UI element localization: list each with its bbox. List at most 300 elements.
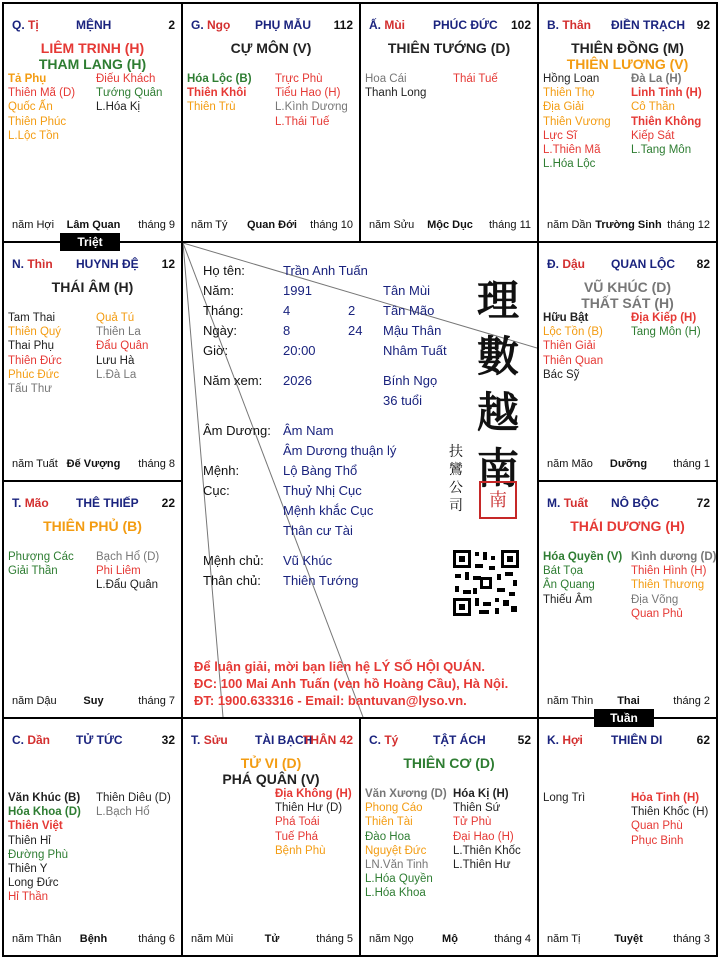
palace-header bbox=[547, 257, 710, 273]
palace-than[interactable] bbox=[539, 4, 716, 241]
palace-footer bbox=[191, 219, 353, 233]
footer-stage: Dưỡng bbox=[609, 458, 648, 470]
branch-stem: T. bbox=[191, 733, 201, 747]
palace-footer bbox=[547, 458, 710, 472]
footer-year: năm Mùi bbox=[191, 933, 234, 945]
minor-star: Quả Tú bbox=[96, 312, 135, 324]
minor-star: L.Thiên Hư bbox=[453, 859, 511, 872]
palace-number: 22 bbox=[161, 496, 175, 510]
palace-branch bbox=[191, 18, 230, 32]
ngay-label: Ngày: bbox=[203, 323, 237, 338]
minor-star: Thiên Quý bbox=[8, 326, 62, 339]
minor-star: Tiểu Hao (H) bbox=[275, 87, 341, 100]
palace-header bbox=[369, 733, 531, 749]
minor-star: Ân Quang bbox=[543, 579, 595, 592]
gio-value: 20:00 bbox=[283, 343, 316, 358]
nam-xem-label: Năm xem: bbox=[203, 373, 263, 388]
star-column-right bbox=[96, 550, 159, 593]
branch-name: Dần bbox=[27, 733, 51, 747]
palace-name: TÀI BẠCH bbox=[255, 733, 313, 747]
palace-dan[interactable] bbox=[4, 719, 181, 955]
main-star: THÁI DƯƠNG (H) bbox=[570, 518, 685, 534]
am-duong-label: Âm Dương: bbox=[203, 423, 271, 438]
footer-month: tháng 10 bbox=[310, 219, 353, 231]
minor-star: Thiên Vương bbox=[543, 115, 611, 128]
menh-chu-label: Mệnh chủ: bbox=[203, 553, 264, 568]
branch-stem: C. bbox=[369, 733, 381, 747]
minor-star: Nguyệt Đức bbox=[365, 844, 427, 857]
ho-ten-label: Họ tên: bbox=[203, 263, 245, 278]
minor-star: L.Lộc Tồn bbox=[8, 129, 59, 142]
minor-star: Thiên Hỉ bbox=[8, 834, 51, 847]
minor-star: Tang Môn (H) bbox=[631, 326, 701, 339]
minor-star: Trực Phù bbox=[275, 73, 323, 85]
nam-can-chi: Tân Mùi bbox=[383, 283, 430, 298]
than-chu-label: Thân chủ: bbox=[203, 573, 261, 588]
minor-star: Lộc Tồn (B) bbox=[543, 326, 603, 339]
ngay-b: 24 bbox=[348, 323, 363, 338]
palace-header bbox=[547, 18, 710, 34]
branch-name: Ngọ bbox=[207, 18, 231, 32]
footer-month: tháng 1 bbox=[673, 458, 710, 470]
star-column-right bbox=[96, 311, 148, 382]
main-star: VŨ KHÚC (D) bbox=[583, 279, 672, 295]
minor-star: Phượng Các bbox=[8, 551, 74, 563]
palace-number: THÂN 42 bbox=[302, 733, 353, 747]
minor-star: Lưu Hà bbox=[96, 354, 135, 367]
minor-star: L.Thiên Mã bbox=[543, 144, 601, 157]
palace-header bbox=[12, 18, 175, 34]
branch-stem: B. bbox=[547, 18, 559, 32]
minor-star: Tướng Quân bbox=[96, 87, 163, 100]
palace-branch bbox=[369, 18, 405, 32]
minor-star: Phúc Đức bbox=[8, 368, 60, 381]
palace-branch bbox=[369, 733, 398, 747]
palace-footer bbox=[12, 219, 175, 233]
calligraphy-char-4: 南 bbox=[476, 444, 519, 493]
main-star: CỰ MÔN (V) bbox=[230, 40, 312, 56]
palace-number: 82 bbox=[696, 257, 710, 271]
palace-mui[interactable] bbox=[361, 4, 537, 241]
minor-star: Cô Thần bbox=[631, 101, 675, 114]
star-column-right bbox=[631, 311, 701, 339]
minor-star: Kiếp Sát bbox=[631, 129, 675, 142]
star-column-right bbox=[453, 787, 521, 872]
minor-star: L.Hóa Lộc bbox=[543, 158, 596, 171]
star-column-right bbox=[275, 787, 352, 858]
palace-name: PHÚC ĐỨC bbox=[433, 18, 498, 32]
footer-month: tháng 12 bbox=[667, 219, 710, 231]
palace-mao[interactable] bbox=[4, 482, 181, 717]
palace-name: PHỤ MẪU bbox=[255, 18, 311, 32]
calligraphy-char-1: 理 bbox=[476, 276, 519, 325]
branch-stem: K. bbox=[547, 733, 559, 747]
star-column-left bbox=[543, 550, 622, 607]
palace-number: 2 bbox=[168, 18, 175, 32]
palace-branch bbox=[12, 18, 39, 32]
minor-star: L.Hóa Khoa bbox=[365, 887, 426, 900]
palace-name: THIÊN DI bbox=[611, 733, 663, 747]
cuc-value: Thuỷ Nhị Cục bbox=[283, 483, 362, 498]
minor-star: Đại Hao (H) bbox=[453, 830, 514, 843]
star-column-left bbox=[187, 72, 252, 115]
palace-header bbox=[369, 18, 531, 34]
minor-star: Thiên Mã (D) bbox=[8, 87, 76, 100]
minor-star: Hỏa Tinh (H) bbox=[631, 792, 700, 804]
palace-name: TỬ TỨC bbox=[76, 733, 123, 747]
minor-star: Phi Liêm bbox=[96, 565, 141, 578]
main-star: THIÊN PHỦ (B) bbox=[43, 518, 142, 534]
palace-header bbox=[12, 733, 175, 749]
star-column-right bbox=[631, 550, 716, 621]
star-column-right bbox=[275, 72, 348, 129]
minor-star: Tấu Thư bbox=[8, 383, 52, 396]
footer-year: năm Ngọ bbox=[369, 933, 414, 945]
footer-month: tháng 5 bbox=[316, 933, 353, 945]
main-star: LIÊM TRINH (H) bbox=[40, 40, 145, 56]
palace-branch bbox=[12, 496, 49, 510]
thang-a: 4 bbox=[283, 303, 291, 318]
minor-star: Thái Tuế bbox=[453, 73, 498, 85]
minor-star: Thiên Quan bbox=[543, 354, 604, 367]
minor-star: Bác Sỹ bbox=[543, 368, 580, 381]
palace-footer bbox=[12, 933, 175, 947]
thang-label: Tháng: bbox=[203, 303, 244, 318]
footer-year: năm Tị bbox=[547, 933, 581, 945]
center-panel bbox=[183, 243, 537, 717]
calligraphy-char-3: 越 bbox=[476, 388, 519, 437]
contact-line-3[interactable]: ĐT: 1900.633316 - Email: bantuvan@lyso.vn. bbox=[194, 693, 467, 708]
minor-star: L.Tang Môn bbox=[631, 144, 692, 157]
footer-month: tháng 8 bbox=[138, 458, 175, 470]
star-column-left bbox=[8, 791, 81, 905]
palace-header bbox=[12, 257, 175, 273]
star-column-right bbox=[96, 72, 162, 115]
palace-header bbox=[191, 18, 353, 34]
palace-header bbox=[12, 496, 175, 512]
star-column-left bbox=[543, 311, 603, 382]
minor-star: Bát Tọa bbox=[543, 565, 584, 578]
main-star: THẤT SÁT (H) bbox=[581, 295, 674, 311]
footer-stage: Quan Đới bbox=[247, 219, 297, 231]
menh-value: Lộ Bàng Thổ bbox=[283, 463, 358, 478]
cuc-value-2: Mệnh khắc Cục bbox=[283, 503, 374, 518]
ngay-a: 8 bbox=[283, 323, 291, 338]
minor-star: Long Trì bbox=[543, 792, 586, 804]
footer-stage: Trường Sinh bbox=[595, 219, 662, 231]
minor-star: Thiên Khôi bbox=[187, 87, 247, 100]
star-column-left bbox=[543, 72, 611, 171]
minor-star: Phá Toái bbox=[275, 816, 320, 829]
minor-star: L.Đà La bbox=[96, 368, 137, 381]
minor-star: Bạch Hổ (D) bbox=[96, 551, 160, 563]
nam-xem-value: 2026 bbox=[283, 373, 312, 388]
branch-stem: Đ. bbox=[547, 257, 559, 271]
branch-stem: Q. bbox=[12, 18, 25, 32]
cuc-value-3: Thân cư Tài bbox=[283, 523, 353, 538]
footer-month: tháng 6 bbox=[138, 933, 175, 945]
branch-stem: T. bbox=[12, 496, 22, 510]
palace-footer bbox=[547, 219, 710, 233]
palace-branch bbox=[547, 733, 583, 747]
star-column-right bbox=[453, 72, 498, 86]
palace-footer bbox=[369, 219, 531, 233]
palace-number: 32 bbox=[161, 733, 175, 747]
minor-star: Hóa Khoa (D) bbox=[8, 806, 81, 819]
branch-name: Tuất bbox=[563, 496, 589, 510]
minor-star: Hoa Cái bbox=[365, 73, 407, 85]
palace-branch bbox=[547, 496, 588, 510]
minor-star: Hóa Kị (H) bbox=[453, 788, 509, 800]
palace-footer bbox=[191, 933, 353, 947]
palace-hoi[interactable] bbox=[539, 719, 716, 955]
minor-star: Thiên Hình (H) bbox=[631, 565, 707, 578]
main-star: THIÊN ĐỒNG (M) bbox=[571, 40, 684, 56]
palace-branch bbox=[547, 18, 591, 32]
main-star: THIÊN CƠ (D) bbox=[403, 755, 495, 771]
contact-line-2: ĐC: 100 Mai Anh Tuấn (ven hồ Hoàng Cầu), Hà Nội. bbox=[194, 676, 509, 691]
minor-star: Thiên Không bbox=[631, 115, 702, 128]
minor-star: Quan Phù bbox=[631, 820, 683, 833]
minor-star: Địa Kiếp (H) bbox=[631, 312, 697, 324]
palace-name: ĐIỀN TRẠCH bbox=[611, 18, 685, 32]
gio-label: Giờ: bbox=[203, 343, 229, 358]
minor-star: Thiên Tài bbox=[365, 816, 413, 829]
palace-ti[interactable] bbox=[4, 4, 181, 241]
star-column-left bbox=[8, 72, 75, 143]
palace-name: TẬT ÁCH bbox=[433, 733, 486, 747]
footer-month: tháng 11 bbox=[488, 219, 531, 231]
minor-star: Thiên Giải bbox=[543, 340, 596, 353]
am-duong-value-2: Âm Dương thuận lý bbox=[283, 443, 397, 458]
star-column-left bbox=[543, 791, 585, 805]
palace-header bbox=[191, 733, 353, 749]
minor-star: L.Bạch Hổ bbox=[96, 806, 150, 819]
minor-star: Giải Thần bbox=[8, 565, 58, 578]
branch-name: Thân bbox=[562, 18, 592, 32]
minor-star: Long Đức bbox=[8, 877, 59, 890]
footer-stage: Mộc Dục bbox=[427, 219, 473, 231]
minor-star: Phong Cáo bbox=[365, 802, 423, 815]
minor-star: Thiên Đức bbox=[8, 354, 62, 367]
palace-number: 62 bbox=[696, 733, 710, 747]
palace-footer bbox=[369, 933, 531, 947]
minor-star: Tam Thai bbox=[8, 312, 56, 324]
footer-year: năm Thìn bbox=[547, 695, 594, 707]
footer-stage: Thai bbox=[617, 695, 640, 707]
palace-ngo[interactable] bbox=[183, 4, 359, 241]
minor-star: Đẩu Quân bbox=[96, 340, 149, 353]
thang-can-chi: Tân Mão bbox=[383, 303, 435, 318]
nam-value: 1991 bbox=[283, 283, 312, 298]
star-column-left bbox=[8, 311, 62, 396]
nam-label: Năm: bbox=[203, 283, 235, 298]
ho-ten-value: Trần Anh Tuấn bbox=[283, 263, 368, 278]
minor-star: Thiên Việt bbox=[8, 820, 63, 833]
tuoi-value: 36 tuổi bbox=[383, 393, 423, 408]
minor-star: Kình dương (D) bbox=[631, 551, 717, 563]
footer-month: tháng 7 bbox=[138, 695, 175, 707]
star-column-right bbox=[96, 791, 171, 819]
menh-label: Mệnh: bbox=[203, 463, 240, 478]
minor-star: L.Hóa Quyền bbox=[365, 873, 433, 886]
palace-number: 102 bbox=[510, 18, 531, 32]
than-chu-value: Thiên Tướng bbox=[283, 573, 359, 588]
palace-footer bbox=[12, 458, 175, 472]
minor-star: Thiên Phúc bbox=[8, 115, 67, 128]
seal-side-text: 扶 鸞 公 司 bbox=[449, 444, 463, 514]
palace-footer bbox=[547, 695, 710, 709]
star-column-left bbox=[365, 72, 426, 100]
palace-name: QUAN LỘC bbox=[611, 257, 675, 271]
minor-star: Tử Phù bbox=[453, 816, 492, 829]
branch-stem: C. bbox=[12, 733, 24, 747]
ngay-can-chi: Mậu Thân bbox=[383, 323, 442, 338]
minor-star: Quốc Ấn bbox=[8, 101, 53, 114]
cuc-label: Cục: bbox=[203, 483, 230, 498]
palace-ty[interactable] bbox=[361, 719, 537, 955]
branch-name: Hợi bbox=[562, 733, 583, 747]
palace-dau[interactable] bbox=[539, 243, 716, 480]
branch-stem: G. bbox=[191, 18, 204, 32]
branch-stem: M. bbox=[547, 496, 561, 510]
minor-star: Thiên Trù bbox=[187, 101, 236, 114]
minor-star: Hỉ Thần bbox=[8, 891, 49, 904]
footer-year: năm Thân bbox=[12, 933, 62, 945]
minor-star: Quan Phủ bbox=[631, 607, 683, 620]
palace-name: MỆNH bbox=[76, 18, 112, 32]
minor-star: Hóa Lộc (B) bbox=[187, 73, 252, 85]
minor-star: L.Thiên Khốc bbox=[453, 844, 521, 857]
star-column-left bbox=[8, 550, 74, 578]
footer-year: năm Tuất bbox=[12, 458, 58, 470]
footer-year: năm Hợi bbox=[12, 219, 55, 231]
minor-star: Thiên Khốc (H) bbox=[631, 806, 709, 819]
footer-stage: Tử bbox=[264, 933, 280, 945]
branch-stem: N. bbox=[12, 257, 24, 271]
palace-header bbox=[547, 496, 710, 512]
footer-year: năm Dậu bbox=[12, 695, 57, 707]
main-star: THÁI ÂM (H) bbox=[51, 279, 134, 295]
main-star: THAM LANG (H) bbox=[38, 56, 147, 72]
star-column-left bbox=[365, 787, 447, 901]
footer-stage: Tuyệt bbox=[614, 933, 643, 945]
palace-branch bbox=[12, 733, 50, 747]
palace-tuat[interactable] bbox=[539, 482, 716, 717]
branch-name: Tị bbox=[28, 18, 39, 32]
minor-star: Văn Khúc (B) bbox=[8, 792, 81, 804]
branch-name: Tý bbox=[384, 733, 399, 747]
branch-name: Sửu bbox=[203, 733, 228, 747]
palace-footer bbox=[547, 933, 710, 947]
minor-star: Địa Không (H) bbox=[275, 788, 352, 800]
palace-suu[interactable] bbox=[183, 719, 359, 955]
main-star: THIÊN LƯƠNG (V) bbox=[566, 56, 689, 72]
footer-year: năm Tý bbox=[191, 219, 228, 231]
minor-star: Điếu Khách bbox=[96, 73, 156, 85]
branch-stem: Ấ. bbox=[369, 18, 381, 32]
minor-star: Bệnh Phù bbox=[275, 844, 326, 857]
thang-b: 2 bbox=[348, 303, 356, 318]
palace-name: THÊ THIẾP bbox=[76, 496, 139, 510]
minor-star: Phục Binh bbox=[631, 834, 684, 847]
footer-month: tháng 9 bbox=[138, 219, 175, 231]
palace-thin[interactable] bbox=[4, 243, 181, 480]
palace-header bbox=[547, 733, 710, 749]
minor-star: Thai Phụ bbox=[8, 340, 55, 353]
qr-code-icon[interactable] bbox=[451, 548, 521, 618]
minor-star: Tả Phụ bbox=[8, 73, 47, 85]
palace-name: HUYNH ĐỆ bbox=[76, 257, 139, 271]
contact-line-1: Để luận giải, mời bạn liên hệ LÝ SỐ HỘI QUÁN. bbox=[194, 659, 485, 674]
branch-name: Mùi bbox=[384, 18, 406, 32]
branch-name: Thìn bbox=[27, 257, 53, 271]
gio-can-chi: Nhâm Tuất bbox=[383, 343, 447, 358]
star-column-right bbox=[631, 72, 702, 157]
minor-star: Thiếu Âm bbox=[543, 593, 593, 606]
minor-star: L.Thái Tuế bbox=[275, 115, 330, 128]
minor-star: Thanh Long bbox=[365, 87, 427, 100]
footer-stage: Bệnh bbox=[79, 933, 108, 945]
minor-star: Thiên La bbox=[96, 326, 141, 339]
calligraphy-char-2: 數 bbox=[476, 332, 519, 381]
minor-star: Thiên Thọ bbox=[543, 87, 595, 100]
minor-star: Đào Hoa bbox=[365, 830, 411, 843]
footer-year: năm Dần bbox=[547, 219, 592, 231]
menh-chu-value: Vũ Khúc bbox=[283, 553, 333, 568]
palace-branch bbox=[191, 733, 228, 747]
palace-number: 72 bbox=[696, 496, 710, 510]
palace-number: 112 bbox=[333, 18, 353, 32]
minor-star: Hóa Quyền (V) bbox=[543, 551, 623, 563]
minor-star: L.Kình Dương bbox=[275, 101, 348, 114]
footer-month: tháng 3 bbox=[673, 933, 710, 945]
branch-name: Mão bbox=[24, 496, 49, 510]
footer-year: năm Sửu bbox=[369, 219, 415, 231]
nam-xem-can-chi: Bính Ngọ bbox=[383, 373, 438, 388]
minor-star: Hữu Bật bbox=[543, 312, 589, 324]
palace-number: 52 bbox=[517, 733, 531, 747]
minor-star: Đà La (H) bbox=[631, 73, 682, 85]
minor-star: L.Đẩu Quân bbox=[96, 579, 159, 592]
palace-number: 12 bbox=[161, 257, 175, 271]
minor-star: Thiên Sứ bbox=[453, 802, 501, 815]
minor-star: Thiên Hư (D) bbox=[275, 802, 343, 815]
footer-year: năm Mão bbox=[547, 458, 593, 470]
minor-star: Đường Phù bbox=[8, 848, 68, 861]
minor-star: Địa Giải bbox=[543, 101, 584, 114]
red-seal-icon: 南 bbox=[479, 481, 517, 519]
minor-star: Lực Sĩ bbox=[543, 129, 577, 142]
tuan-tag: Tuần bbox=[594, 709, 654, 727]
footer-month: tháng 4 bbox=[494, 933, 531, 945]
branch-name: Dậu bbox=[562, 257, 586, 271]
footer-stage: Mộ bbox=[442, 933, 458, 945]
footer-stage: Đế Vượng bbox=[66, 458, 121, 470]
minor-star: L.Hóa Kị bbox=[96, 101, 141, 114]
minor-star: Thiên Y bbox=[8, 863, 48, 876]
main-star: TỬ VI (D) bbox=[240, 755, 302, 771]
footer-stage: Lâm Quan bbox=[66, 219, 121, 231]
palace-name: NÔ BỘC bbox=[611, 496, 659, 510]
minor-star: LN.Văn Tinh bbox=[365, 859, 429, 872]
main-star: PHÁ QUÂN (V) bbox=[222, 771, 320, 787]
minor-star: Văn Xương (D) bbox=[365, 788, 447, 800]
palace-footer bbox=[12, 695, 175, 709]
minor-star: Thiên Thương bbox=[631, 579, 705, 592]
footer-stage: Suy bbox=[83, 695, 104, 707]
am-duong-value: Âm Nam bbox=[283, 423, 334, 438]
